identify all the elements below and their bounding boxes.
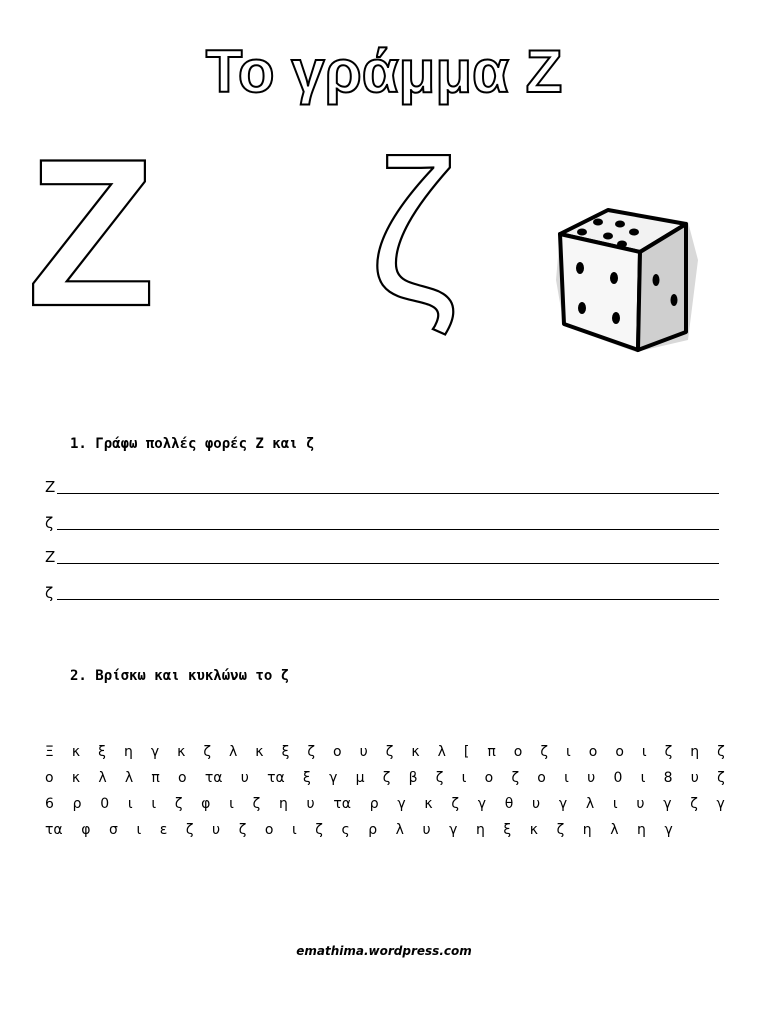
dice-icon — [548, 200, 708, 360]
search-letter[interactable]: γ — [397, 796, 406, 812]
search-letter[interactable]: ζ — [315, 822, 323, 838]
writing-row-label: ζ — [45, 514, 54, 532]
writing-row-label: Ζ — [45, 548, 56, 566]
search-letter[interactable]: η — [278, 796, 288, 812]
worksheet-title-text: Το γράμμα Ζ — [205, 38, 563, 105]
search-letter[interactable]: ξ — [503, 822, 512, 838]
search-letter[interactable]: γ — [664, 822, 673, 838]
search-letter[interactable]: υ — [240, 770, 249, 786]
big-uppercase-letter — [26, 115, 156, 350]
search-letter[interactable]: φ — [201, 796, 211, 812]
search-letter[interactable]: ο — [333, 744, 342, 760]
search-letter[interactable]: κ — [177, 744, 186, 760]
search-letter[interactable]: λ — [585, 796, 595, 812]
big-lowercase-letter — [368, 120, 458, 370]
search-letter[interactable]: τα — [204, 770, 223, 786]
search-letter[interactable]: ζ — [385, 744, 394, 760]
search-letter[interactable]: λ — [610, 822, 619, 838]
search-letter[interactable]: ζ — [556, 822, 565, 838]
search-letter[interactable]: τα — [45, 822, 63, 838]
search-letter[interactable]: ο — [178, 770, 187, 786]
search-letter[interactable]: ι — [641, 744, 647, 760]
search-letter[interactable]: ξ — [98, 744, 106, 760]
search-letter[interactable]: κ — [529, 822, 539, 838]
search-letter[interactable]: ι — [136, 822, 142, 838]
search-letter[interactable]: η — [690, 744, 700, 760]
search-letter[interactable]: υ — [306, 796, 315, 812]
search-letter[interactable]: υ — [690, 770, 699, 786]
search-letter[interactable]: ι — [291, 822, 297, 838]
search-letter[interactable]: κ — [255, 744, 264, 760]
writing-line[interactable] — [57, 529, 719, 530]
search-letter[interactable]: 8 — [663, 770, 673, 786]
search-letter[interactable]: ζ — [664, 744, 673, 760]
task1-title: 1. Γράφω πολλές φορές Ζ και ζ — [70, 436, 315, 452]
footer-source: emathima.wordpress.com — [296, 944, 472, 958]
search-letter[interactable]: η — [637, 822, 646, 838]
search-letter[interactable]: π — [151, 770, 160, 786]
search-letter[interactable]: π — [487, 744, 496, 760]
search-letter[interactable]: υ — [636, 796, 645, 812]
writing-row-label: ζ — [45, 584, 54, 602]
search-row — [45, 822, 673, 842]
search-letter[interactable]: λ — [98, 770, 107, 786]
big-uppercase-letter-text: Ζ — [26, 115, 156, 350]
writing-line[interactable] — [57, 563, 719, 564]
search-letter[interactable]: β — [408, 770, 418, 786]
search-row — [45, 796, 725, 816]
search-letter[interactable]: η — [476, 822, 485, 838]
search-letter[interactable]: ι — [229, 796, 234, 812]
search-letter[interactable]: ι — [564, 770, 569, 786]
search-letter[interactable]: ρ — [72, 796, 82, 812]
big-lowercase-letter-text: ζ — [368, 120, 458, 343]
search-letter[interactable]: τα — [267, 770, 285, 786]
search-letter[interactable]: σ — [109, 822, 118, 838]
search-letter[interactable]: ι — [127, 796, 133, 812]
search-letter[interactable]: γ — [329, 770, 338, 786]
search-letter[interactable]: ζ — [203, 744, 211, 760]
writing-row[interactable] — [45, 476, 719, 496]
search-letter[interactable]: ζ — [717, 770, 725, 786]
search-letter[interactable]: υ — [587, 770, 596, 786]
search-letter[interactable]: ι — [565, 744, 571, 760]
search-letter[interactable]: ο — [264, 822, 274, 838]
search-letter[interactable]: ζ — [252, 796, 261, 812]
search-letter[interactable]: λ — [124, 770, 134, 786]
search-letter[interactable]: μ — [355, 770, 365, 786]
writing-row[interactable] — [45, 512, 719, 532]
search-letter[interactable]: λ — [229, 744, 238, 760]
search-letter[interactable]: ζ — [185, 822, 194, 838]
search-letter[interactable]: ζ — [511, 770, 520, 786]
search-letter[interactable]: ο — [45, 770, 54, 786]
search-letter[interactable]: ο — [537, 770, 546, 786]
search-letter[interactable]: κ — [71, 770, 81, 786]
search-letter[interactable]: ξ — [303, 770, 311, 786]
search-letter[interactable]: ζ — [382, 770, 391, 786]
search-row — [45, 744, 725, 764]
writing-line[interactable] — [57, 599, 719, 600]
search-letter[interactable]: ι — [612, 796, 618, 812]
search-letter[interactable]: ζ — [540, 744, 548, 760]
search-letter[interactable]: ζ — [690, 796, 698, 812]
writing-row-label: Ζ — [45, 478, 56, 496]
search-letter[interactable]: ι — [151, 796, 157, 812]
search-letter[interactable]: [ — [463, 744, 470, 760]
search-letter[interactable]: ρ — [369, 796, 379, 812]
search-letter[interactable]: Ξ — [45, 744, 54, 760]
search-letter[interactable]: γ — [477, 796, 487, 812]
search-letter[interactable]: ε — [159, 822, 168, 838]
search-letter[interactable]: ζ — [435, 770, 444, 786]
search-row — [45, 770, 725, 790]
writing-row[interactable] — [45, 582, 719, 602]
search-letter[interactable]: ρ — [368, 822, 378, 838]
search-letter[interactable]: γ — [716, 796, 725, 812]
search-letter[interactable]: ζ — [174, 796, 183, 812]
search-letter[interactable]: κ — [411, 744, 420, 760]
search-letter[interactable]: γ — [150, 744, 160, 760]
search-letter[interactable]: υ — [212, 822, 221, 838]
search-letter[interactable]: ζ — [307, 744, 315, 760]
search-letter[interactable]: ι — [640, 770, 646, 786]
search-letter[interactable]: ζ — [238, 822, 247, 838]
search-letter[interactable]: ο — [513, 744, 523, 760]
search-letter[interactable]: γ — [663, 796, 672, 812]
search-letter[interactable]: ζ — [451, 796, 459, 812]
search-letter[interactable]: θ — [504, 796, 514, 812]
writing-row[interactable] — [45, 546, 719, 566]
search-letter[interactable]: ι — [461, 770, 467, 786]
search-letter[interactable]: υ — [422, 822, 431, 838]
writing-line[interactable] — [57, 493, 719, 494]
search-letter[interactable]: 0 — [100, 796, 110, 812]
search-letter[interactable]: ξ — [281, 744, 290, 760]
search-letter[interactable]: τα — [333, 796, 352, 812]
search-letter[interactable]: κ — [424, 796, 433, 812]
search-letter[interactable]: ζ — [717, 744, 725, 760]
worksheet-title — [0, 36, 768, 106]
search-letter[interactable]: κ — [71, 744, 81, 760]
search-letter[interactable]: γ — [558, 796, 568, 812]
search-letter[interactable]: ο — [484, 770, 494, 786]
search-letter[interactable]: λ — [437, 744, 446, 760]
search-letter[interactable]: υ — [532, 796, 541, 812]
search-letter[interactable]: ς — [341, 822, 350, 838]
search-letter[interactable]: ο — [615, 744, 624, 760]
search-letter[interactable]: ο — [588, 744, 598, 760]
search-letter[interactable]: 6 — [45, 796, 54, 812]
search-letter[interactable]: η — [582, 822, 592, 838]
task2-title: 2. Βρίσκω και κυκλώνω το ζ — [70, 668, 290, 684]
search-letter[interactable]: 0 — [613, 770, 623, 786]
search-letter[interactable]: φ — [81, 822, 91, 838]
search-letter[interactable]: λ — [395, 822, 404, 838]
search-letter[interactable]: η — [123, 744, 133, 760]
search-letter[interactable]: γ — [449, 822, 458, 838]
search-letter[interactable]: υ — [359, 744, 368, 760]
